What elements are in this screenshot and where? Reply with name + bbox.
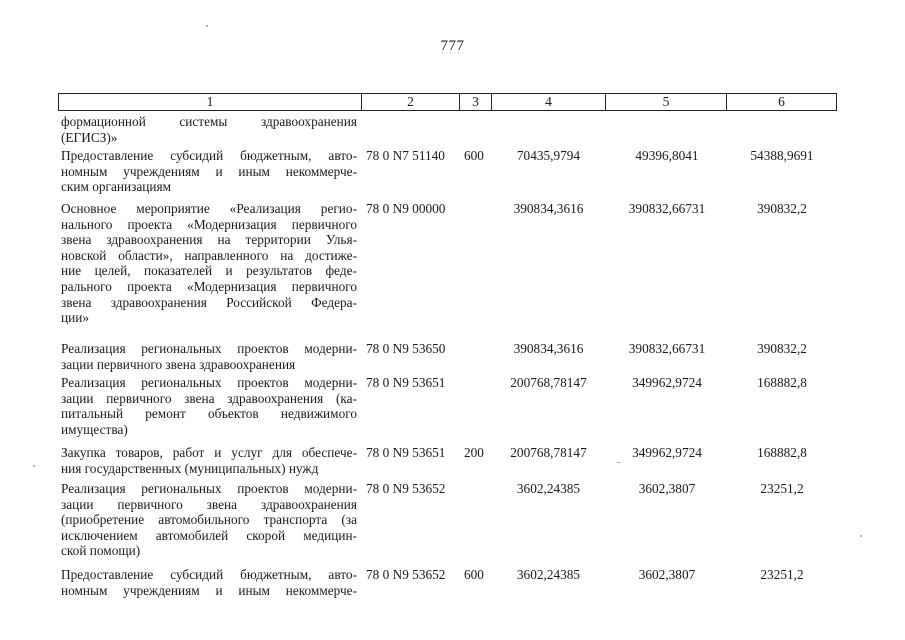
row-name-line: зации первичного звена здравоохранения (ка- <box>61 390 357 406</box>
row-code: 78 0 N9 53651 <box>366 445 446 460</box>
row-name-line: нального проекта «Модернизация первичного <box>61 216 357 232</box>
row-value-1: 200768,78147 <box>510 375 587 390</box>
row-value-1: 3602,24385 <box>516 567 581 582</box>
row-name-line: (приобретение автомобильного транспорта (за <box>61 512 357 528</box>
header-col-1: 1 <box>59 94 362 110</box>
row-name-line: зации первичного звена здравоохранения <box>61 496 357 512</box>
row-name-line: номным учреждениям и иным некоммерче- <box>61 582 357 598</box>
row-name-line: ние целей, показателей и результатов феде- <box>61 263 357 279</box>
row-code: 78 0 N9 53652 <box>366 567 446 582</box>
row-vr: 600 <box>464 567 484 582</box>
row-value-1: 200768,78147 <box>510 445 587 460</box>
row-vr: 200 <box>464 445 484 460</box>
row-name <box>61 114 357 145</box>
row-name-line: Реализация региональных проектов модерни- <box>61 375 357 390</box>
row-name <box>61 481 357 559</box>
row-name-line: Предоставление субсидий бюджетным, авто- <box>61 148 357 163</box>
header-col-6: 6 <box>778 94 785 109</box>
row-name <box>61 567 357 598</box>
row-name-line: ния государственных (муниципальных) нужд <box>61 460 319 476</box>
header-col-2: 2 <box>362 94 460 110</box>
row-code: 78 0 N9 53651 <box>366 375 446 390</box>
row-code: 78 0 N9 53652 <box>366 481 446 496</box>
header-col-4: 4 <box>492 94 606 110</box>
scan-speck <box>617 462 620 463</box>
row-value-3: 168882,8 <box>757 375 807 390</box>
row-vr: 600 <box>464 148 484 163</box>
row-name <box>61 445 357 476</box>
row-code: 78 0 N9 53650 <box>366 341 446 356</box>
row-name-line: ским организациям <box>61 179 172 195</box>
row-name-line: Основное мероприятие «Реализация регио- <box>61 201 357 216</box>
row-name-line: номным учреждениям и иным некоммерче- <box>61 163 357 179</box>
row-value-2: 3602,3807 <box>638 567 696 582</box>
row-value-2: 349962,9724 <box>632 445 702 460</box>
row-name-line: исключением автомобилей скорой медицин- <box>61 527 357 543</box>
row-value-1: 70435,9794 <box>516 148 581 163</box>
row-value-2: 3602,3807 <box>638 481 696 496</box>
row-value-1: 390834,3616 <box>513 201 584 216</box>
row-value-2: 390832,66731 <box>628 341 706 356</box>
row-name-line: ции» <box>61 310 89 326</box>
row-name-line: ской помощи) <box>61 543 141 559</box>
row-name <box>61 201 357 326</box>
row-name <box>61 148 357 195</box>
row-value-3: 168882,8 <box>757 445 807 460</box>
row-name <box>61 341 357 372</box>
scan-speck <box>206 25 208 27</box>
row-name-line: имущества) <box>61 421 128 437</box>
row-code: 78 0 N9 00000 <box>366 201 446 216</box>
row-value-3: 23251,2 <box>760 481 804 496</box>
header-col-3: 3 <box>460 94 492 110</box>
row-name-line: рального проекта «Модернизация первичного <box>61 278 357 294</box>
row-value-3: 23251,2 <box>760 567 804 582</box>
row-name-line: формационной системы здравоохранения <box>61 114 357 129</box>
row-name-line: зации первичного звена здравоохранения <box>61 356 296 372</box>
scan-speck <box>33 465 35 467</box>
row-value-3: 54388,9691 <box>750 148 814 163</box>
row-value-3: 390832,2 <box>757 201 807 216</box>
row-value-1: 3602,24385 <box>516 481 581 496</box>
row-name-line: питальный ремонт объектов недвижимого <box>61 406 357 422</box>
row-name <box>61 375 357 437</box>
row-name-line: Закупка товаров, работ и услуг для обеспече- <box>61 445 357 460</box>
row-name-line: Реализация региональных проектов модерни- <box>61 341 357 356</box>
header-col-5: 5 <box>606 94 727 110</box>
scan-speck <box>860 535 862 537</box>
row-value-2: 49396,8041 <box>635 148 699 163</box>
row-name-line: новской области», направленного на достиже- <box>61 247 357 263</box>
table-header <box>58 93 837 111</box>
row-value-3: 390832,2 <box>757 341 807 356</box>
row-name-line: (ЕГИСЗ)» <box>61 129 118 145</box>
row-value-2: 349962,9724 <box>632 375 702 390</box>
row-name-line: звена здравоохранения на территории Улья- <box>61 232 357 248</box>
page-number: 777 <box>440 38 465 54</box>
row-code: 78 0 N7 51140 <box>366 148 445 163</box>
row-value-1: 390834,3616 <box>513 341 584 356</box>
row-name-line: звена здравоохранения Российской Федера- <box>61 294 357 310</box>
row-name-line: Предоставление субсидий бюджетным, авто- <box>61 567 357 582</box>
row-name-line: Реализация региональных проектов модерни- <box>61 481 357 496</box>
row-value-2: 390832,66731 <box>628 201 706 216</box>
